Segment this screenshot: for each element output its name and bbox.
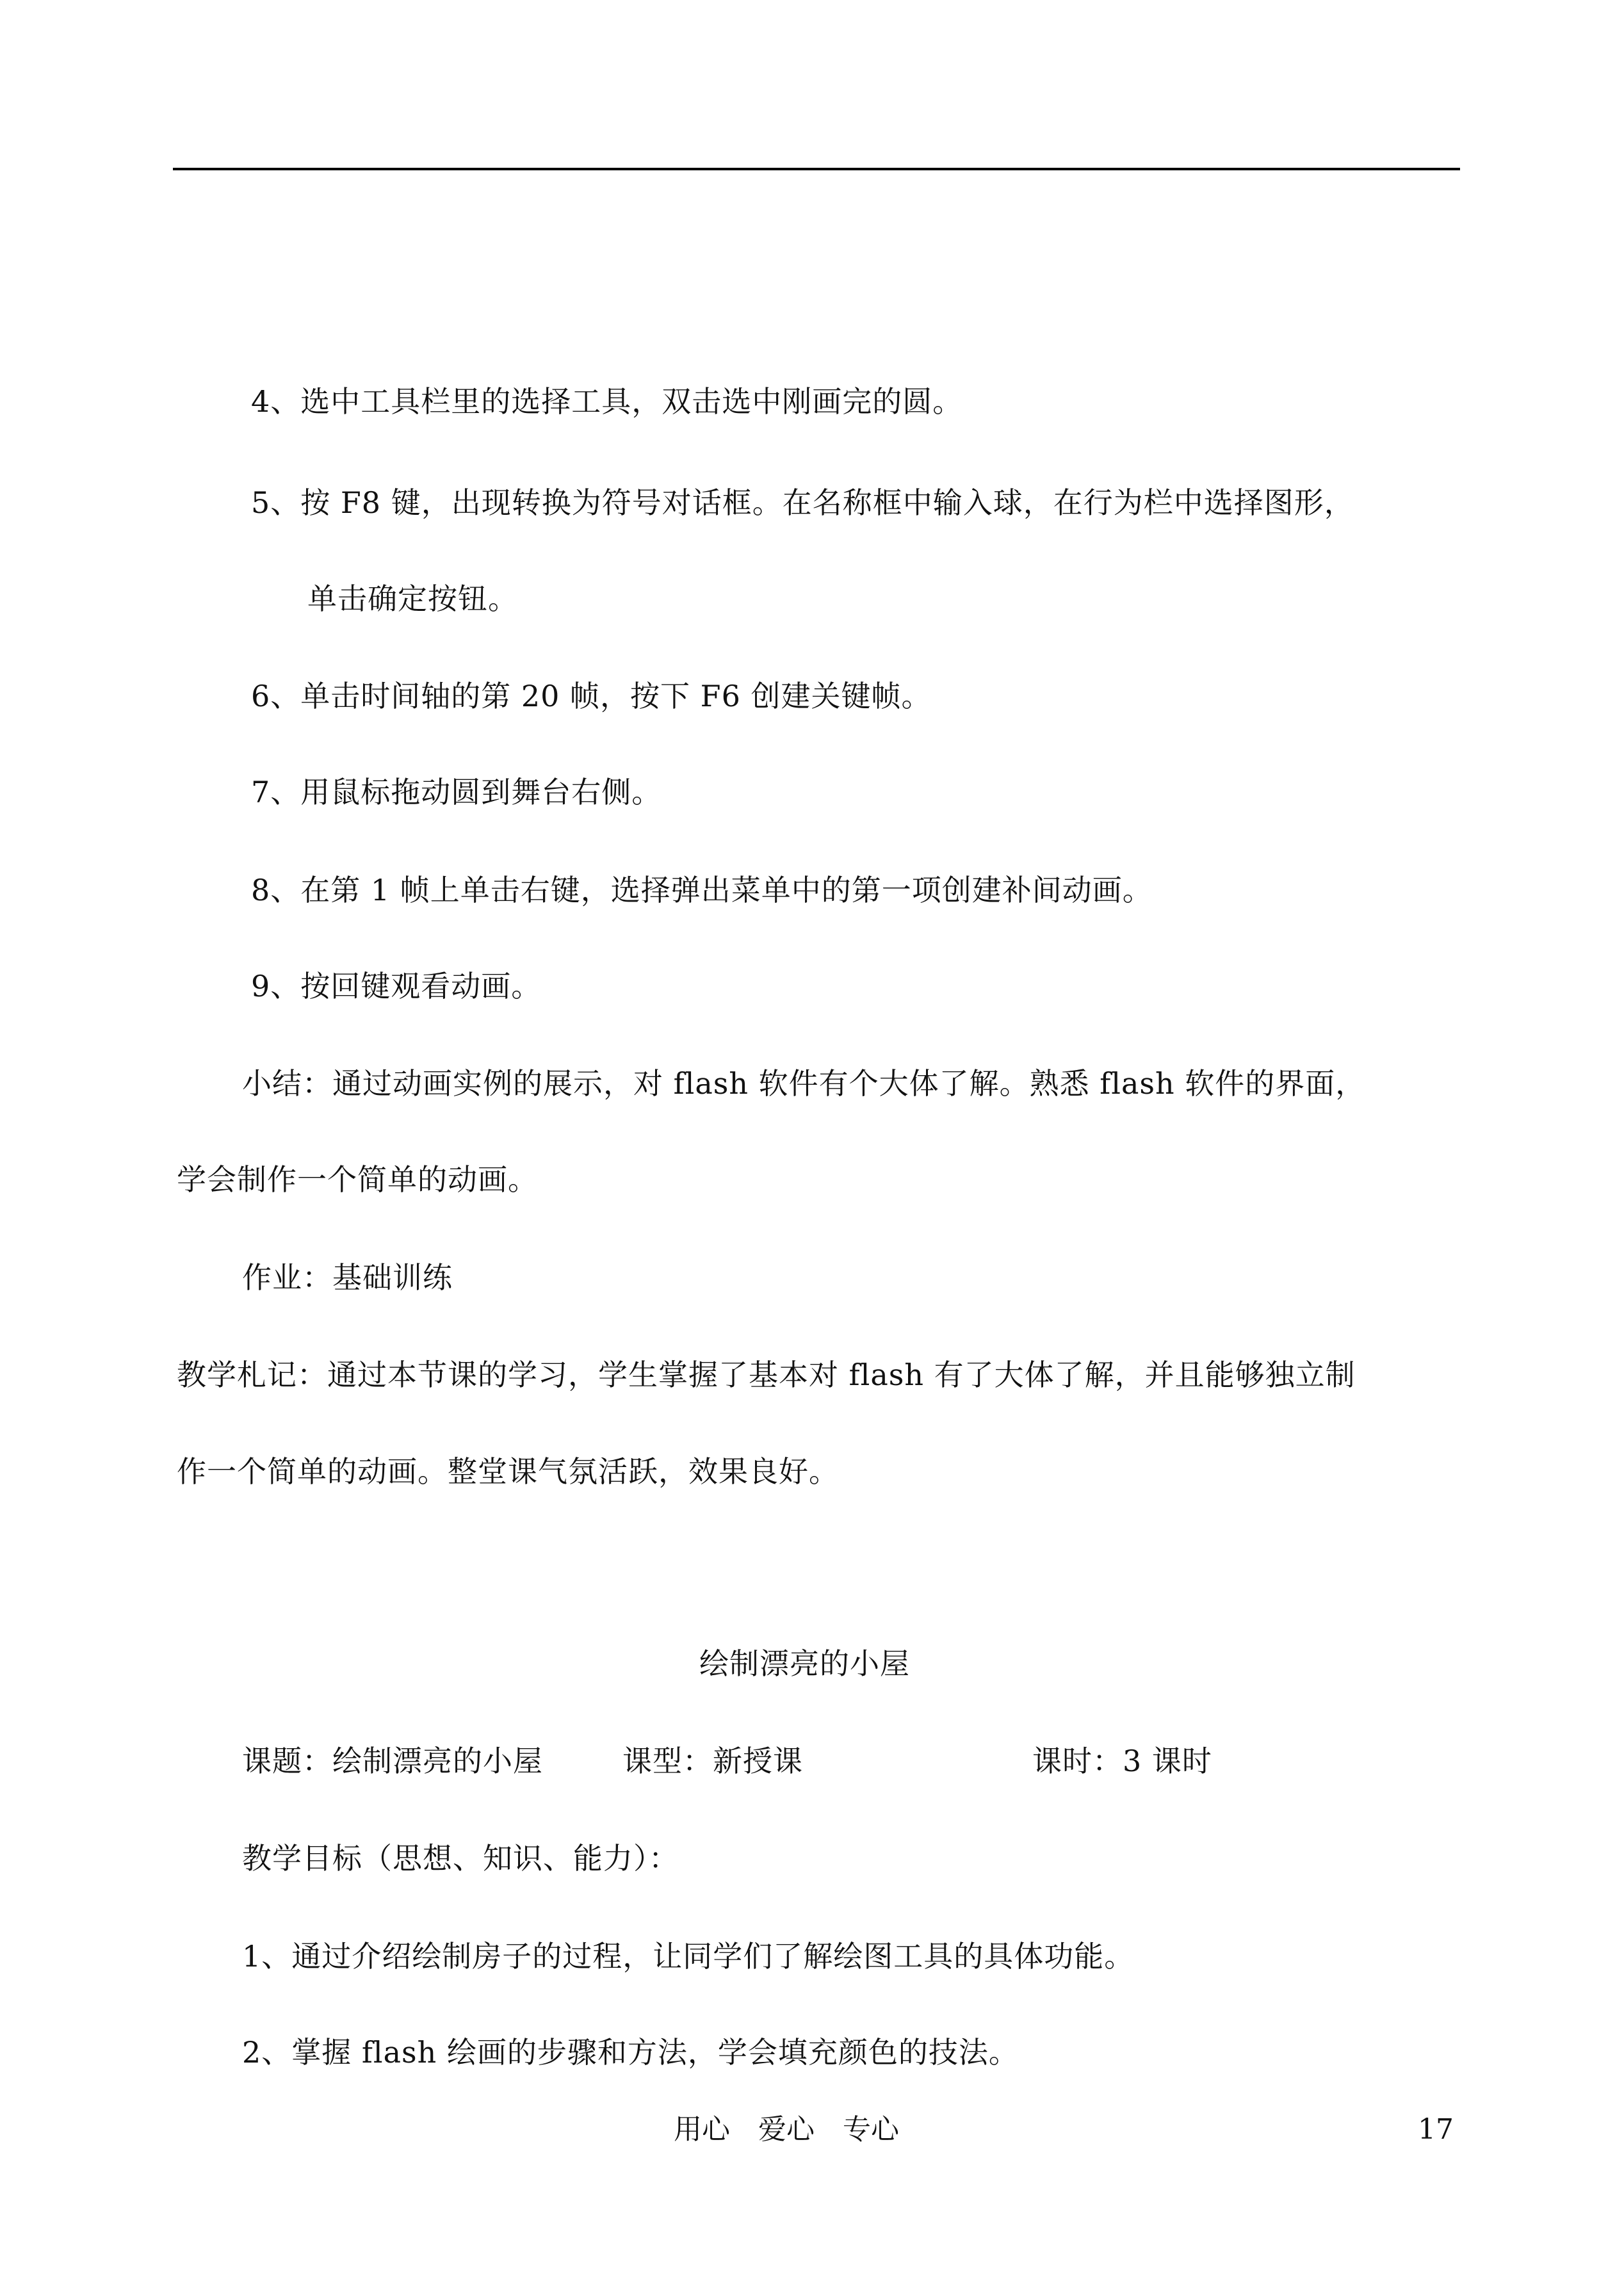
goal-2: 2、掌握 flash 绘画的步骤和方法，学会填充颜色的技法。 [242,2035,1019,2070]
summary-line-1: 小结：通过动画实例的展示，对 flash 软件有个大体了解。熟悉 flash 软件的界面， [242,1066,1366,1101]
lesson-type: 课型：新授课 [622,1744,803,1778]
footer-motto: 用心 爱心 专心 [674,2113,899,2146]
lesson-hours: 课时：3 课时 [1032,1744,1212,1778]
step-5-continuation: 单击确定按钮。 [307,581,518,616]
lesson-topic: 课题：绘制漂亮的小屋 [242,1744,543,1778]
step-5: 5、按 F8 键，出现转换为符号对话框。在名称框中输入球，在行为栏中选择图形， [251,485,1354,520]
step-4: 4、选中工具栏里的选择工具，双击选中刚画完的圆。 [251,384,963,419]
notes-line-2: 作一个简单的动画。整堂课气氛活跃，效果良好。 [177,1454,839,1489]
header-rule [173,168,1460,170]
summary-line-2: 学会制作一个简单的动画。 [177,1162,538,1197]
notes-line-1: 教学札记：通过本节课的学习，学生掌握了基本对 flash 有了大体了解，并且能够独立制 [177,1358,1356,1392]
step-7: 7、用鼠标拖动圆到舞台右侧。 [251,775,662,809]
homework: 作业：基础训练 [242,1260,453,1295]
page-number: 17 [1418,2113,1454,2146]
goal-1: 1、通过介绍绘制房子的过程，让同学们了解绘图工具的具体功能。 [242,1939,1135,1974]
goals-heading: 教学目标（思想、知识、能力）： [242,1841,679,1876]
step-8: 8、在第 1 帧上单击右键，选择弹出菜单中的第一项创建补间动画。 [251,873,1153,907]
lesson-title: 绘制漂亮的小屋 [699,1646,910,1681]
step-9: 9、按回键观看动画。 [251,969,542,1003]
step-6: 6、单击时间轴的第 20 帧，按下 F6 创建关键帧。 [251,679,932,713]
